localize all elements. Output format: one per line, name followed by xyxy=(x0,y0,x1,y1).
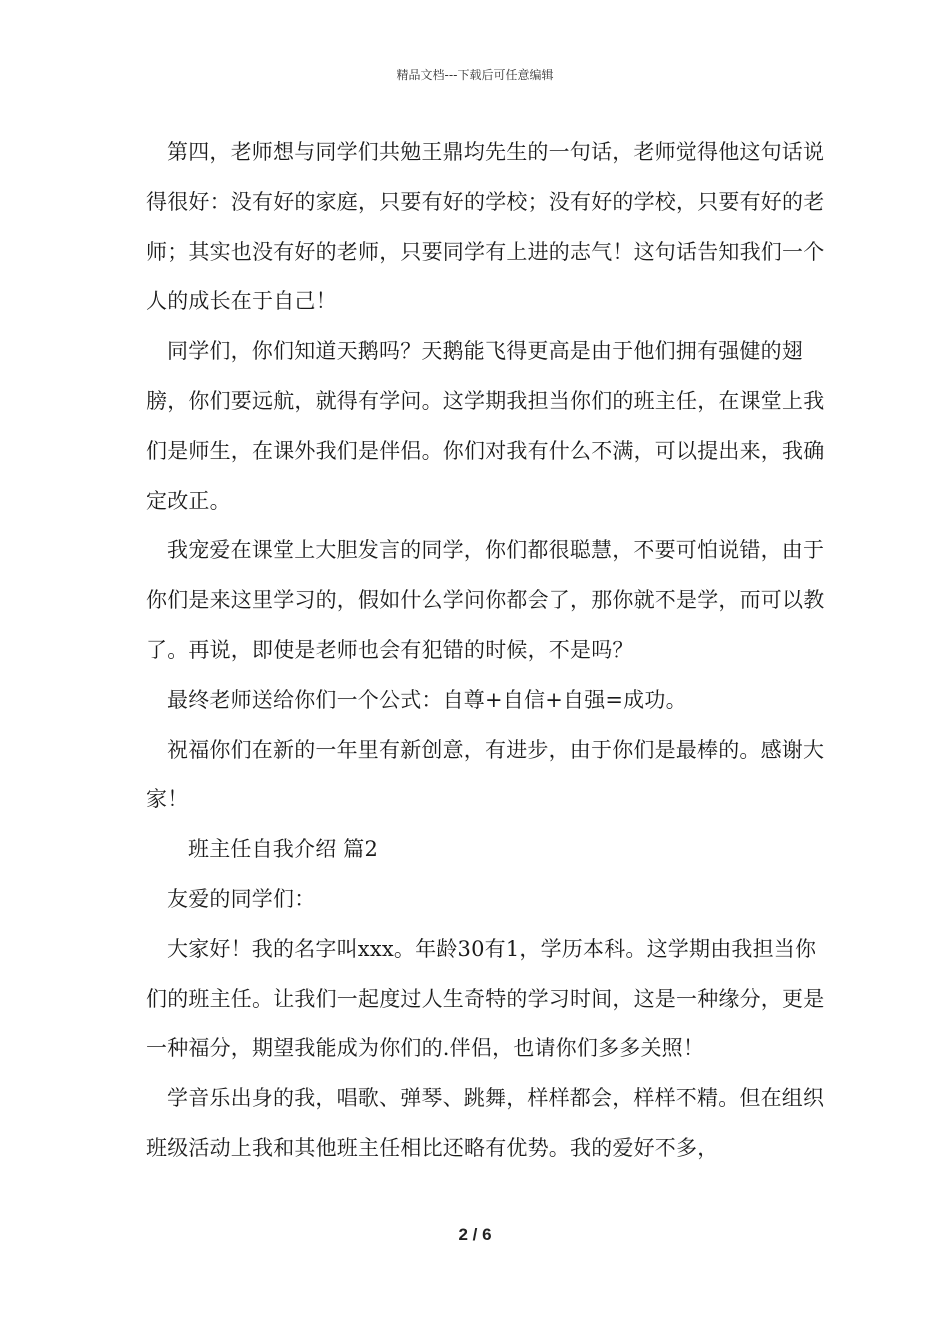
paragraph-6: 大家好！我的名字叫xxx。年龄30有1，学历本科。这学期由我担当你们的班主任。让我们一起度过人生奇特的学习时间，这是一种缘分，更是一种福分，期望我能成为你们的.伴侣，也请你们多多关照！ xyxy=(146,936,825,1061)
paragraph-3: 我宠爱在课堂上大胆发言的同学，你们都很聪慧，不要可怕说错，由于你们是来这里学习的，假如什么学问你都会了，那你就不是学，而可以教了。再说，即使是老师也会有犯错的时候，不是吗？ xyxy=(146,538,825,662)
page-header: 精品文档---下载后可任意编辑 xyxy=(396,68,554,82)
paragraph-4: 最终老师送给你们一个公式：自尊+自信+自强=成功。 xyxy=(167,687,687,712)
paragraph-2: 同学们，你们知道天鹅吗？天鹅能飞得更高是由于他们拥有强健的翅膀，你们要远航，就得有学问。这学期我担当你们的班主任，在课堂上我们是师生，在课外我们是伴侣。你们对我有什么不满，可以提出来，我确定改正。 xyxy=(146,339,825,513)
paragraph-1: 第四，老师想与同学们共勉王鼎均先生的一句话，老师觉得他这句话说得很好：没有好的家庭，只要有好的学校；没有好的学校，只要有好的老师；其实也没有好的老师，只要同学有上进的志气！这句话告知我们一个人的成长在于自己！ xyxy=(146,140,825,314)
page-number: 2 / 6 xyxy=(458,1225,492,1244)
paragraph-7: 学音乐出身的我，唱歌、弹琴、跳舞，样样都会，样样不精。但在组织班级活动上我和其他班主任相比还略有优势。我的爱好不多， xyxy=(146,1086,825,1160)
document-body xyxy=(146,128,826,1174)
section-heading: 班主任自我介绍 篇2 xyxy=(188,837,379,862)
paragraph-5: 祝福你们在新的一年里有新创意，有进步，由于你们是最棒的。感谢大家！ xyxy=(146,737,825,812)
salutation: 友爱的同学们： xyxy=(167,886,316,911)
